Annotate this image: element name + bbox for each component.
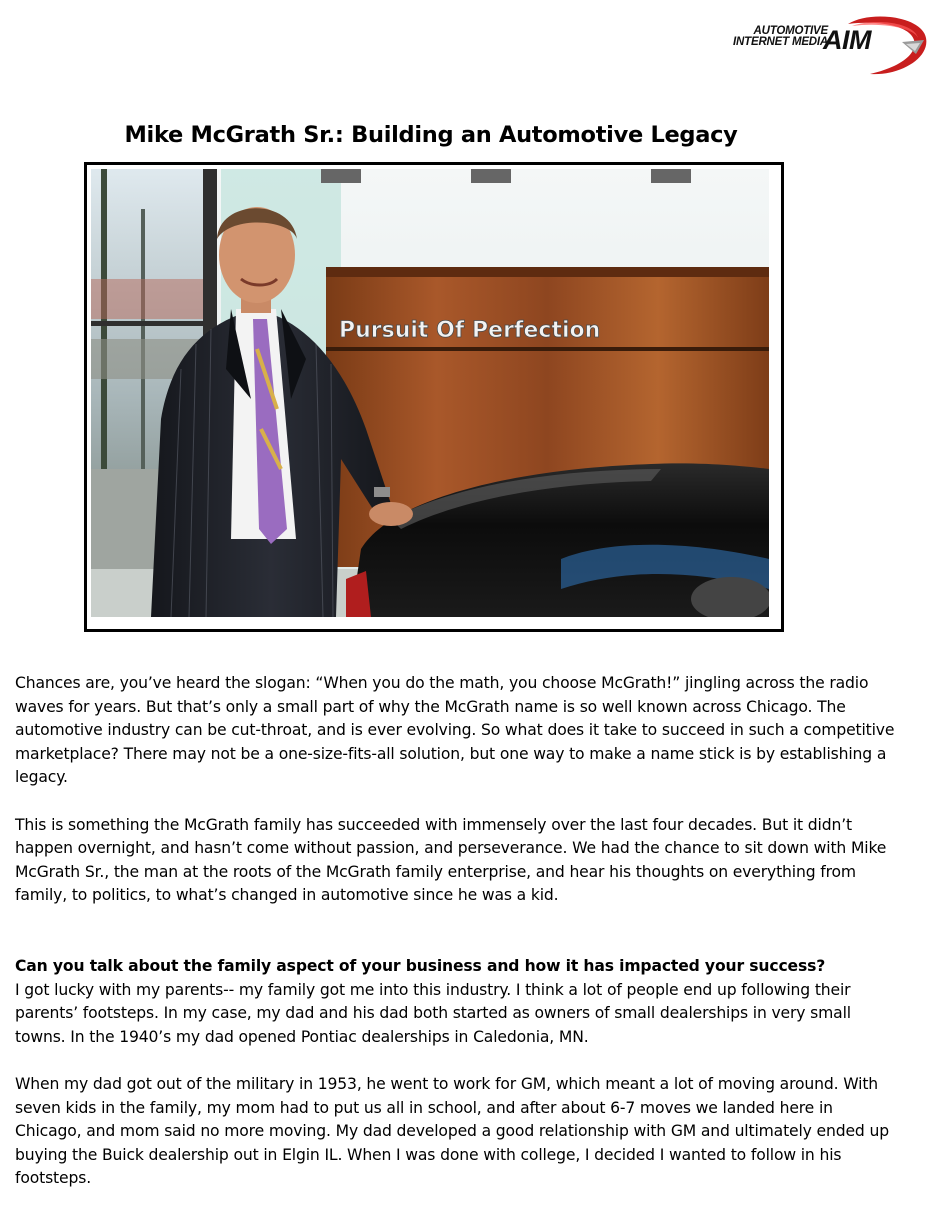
interview-question: Can you talk about the family aspect of your business and how it has impacted your success?	[15, 957, 826, 976]
photo-sign-text: Pursuit Of Perfection	[339, 318, 601, 343]
logo-mark: AIM	[823, 25, 871, 55]
answer-paragraph-1: I got lucky with my parents-- my family got me into this industry. I think a lot of people end up following their parents’ footsteps. In my case, my dad and his dad both started as owners of small dealerships in very small towns. In the 1940’s my dad opened Pontiac dealerships in Caledonia, MN.	[15, 980, 851, 1046]
article-photo	[84, 162, 784, 632]
page-title: Mike McGrath Sr.: Building an Automotive Legacy	[124, 122, 738, 148]
article-body	[15, 672, 895, 1215]
logo-line-2: INTERNET MEDIA	[733, 36, 828, 48]
spacer	[15, 932, 895, 956]
intro-paragraph-2: This is something the McGrath family has succeeded with immensely over the last four decades. But it didn’t happen overnight, and hasn’t come without passion, and perseverance. We had the chance to sit down with Mike McGrath Sr., the man at the roots of the McGrath family enterprise, and hear his thoughts on everything from family, to politics, to what’s changed in automotive since he was a kid.	[15, 815, 887, 905]
portrait-photo-icon	[91, 169, 769, 617]
logo-wordmark	[720, 26, 828, 48]
logo-line-1: AUTOMOTIVE	[753, 25, 828, 37]
intro-paragraph-1: Chances are, you’ve heard the slogan: “When you do the math, you choose McGrath!” jingling across the radio waves for years. But that’s only a small part of why the McGrath name is so well known across Chicago. The automotive industry can be cut-throat, and is ever evolving. So what does it take to succeed in such a competitive marketplace? There may not be a one-size-fits-all solution, but one way to make a name stick is by establishing a legacy.	[15, 674, 895, 787]
aim-logo	[718, 10, 936, 86]
answer-paragraph-2: When my dad got out of the military in 1953, he went to work for GM, which meant a lot of moving around. With seven kids in the family, my mom had to put us all in school, and after about 6-7 moves we landed here in Chicago, and mom said no more moving. My dad developed a good relationship with GM and ultimately ended up buying the Buick dealership out in Elgin IL. When I was done with college, I decided I wanted to follow in his footsteps.	[15, 1075, 889, 1188]
